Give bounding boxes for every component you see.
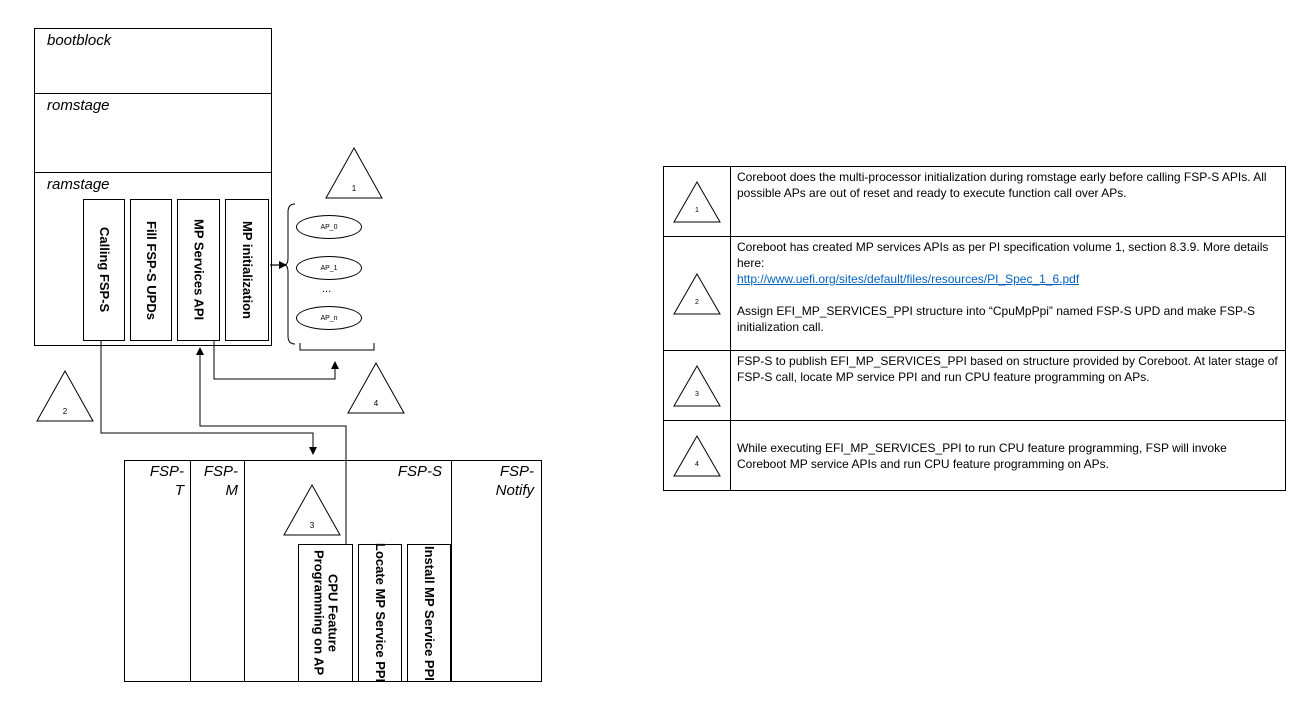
legend-text-2-spacer <box>737 287 1279 303</box>
fsp-s-label: FSP-S <box>397 463 442 480</box>
legend-icon-cell <box>664 421 731 491</box>
legend-marker-3-label: 3 <box>695 390 699 398</box>
legend-marker-3 <box>673 365 721 407</box>
legend-table <box>663 166 1286 491</box>
ap-n-label: AP_n <box>320 314 338 322</box>
marker-2-label: 2 <box>62 407 68 416</box>
legend-row-4 <box>664 421 1286 491</box>
marker-4 <box>347 362 405 414</box>
fsp-step-locate-mp-service-ppi-label: Locate MP Service PPI <box>373 543 388 683</box>
legend-icon-cell <box>664 237 731 351</box>
legend-text-3: FSP-S to publish EFI_MP_SERVICES_PPI based on structure provided by Coreboot. At later stage of FSP-S call, locate MP service PPI and run CPU feature programming on APs. <box>731 351 1286 421</box>
stage-romstage-label: romstage <box>47 97 110 114</box>
pi-spec-link[interactable]: http://www.uefi.org/sites/default/files/resources/PI_Spec_1_6.pdf <box>737 272 1080 286</box>
step-fill-fsp-s-upds-label: Fill FSP-S UPDs <box>144 220 159 320</box>
fsp-m-label: FSP- M <box>203 463 238 499</box>
legend-text-2 <box>731 237 1286 351</box>
fsp-t-label: FSP- T <box>149 463 184 499</box>
ap-0-label: AP_0 <box>320 223 338 231</box>
step-calling-fsp-s-label: Calling FSP-S <box>97 227 112 313</box>
legend-marker-4-label: 4 <box>695 460 699 468</box>
step-mp-services-api-label: MP Services API <box>191 219 207 321</box>
marker-3-label: 3 <box>309 521 315 530</box>
marker-1-label: 1 <box>351 184 357 193</box>
legend-marker-1 <box>673 181 721 223</box>
fsp-step-cpu-feature-programming-label: CPU Feature Programming on AP <box>311 550 341 676</box>
legend-marker-2 <box>673 273 721 315</box>
ap-1-label: AP_1 <box>320 264 338 272</box>
stage-bootblock-label: bootblock <box>47 32 112 49</box>
legend-row-3 <box>664 351 1286 421</box>
arrow-mp-api-to-aps <box>214 341 335 379</box>
legend-text-2-intro: Coreboot has created MP services APIs as per PI specification volume 1, section 8.3.9. More details here: <box>737 240 1269 270</box>
legend-marker-2-label: 2 <box>695 298 699 306</box>
legend-text-4: While executing EFI_MP_SERVICES_PPI to run CPU feature programming, FSP will invoke Coreboot MP service APIs and run CPU feature programming on APs. <box>731 421 1286 491</box>
stage-ramstage-label: ramstage <box>47 176 110 193</box>
legend-row-1 <box>664 167 1286 237</box>
legend-row-2 <box>664 237 1286 351</box>
ap-ellipsis: ... <box>322 283 332 295</box>
fsp-notify-label: FSP- Notify <box>495 463 534 499</box>
legend-marker-1-label: 1 <box>695 206 699 214</box>
fsp-step-install-mp-service-ppi-label: Install MP Service PPI <box>422 545 437 681</box>
legend-icon-cell <box>664 351 731 421</box>
marker-3 <box>283 484 341 536</box>
marker-4-label: 4 <box>373 399 379 408</box>
legend-icon-cell <box>664 167 731 237</box>
ap-bottom-bracket <box>300 343 374 350</box>
arrow-calling-fsp-to-fsps <box>101 341 313 454</box>
step-mp-initialization-label: MP initialization <box>240 221 255 319</box>
legend-text-2-assign: Assign EFI_MP_SERVICES_PPI structure into “CpuMpPpi” named FSP-S UPD and make FSP-S initialization call. <box>737 304 1255 334</box>
ap-brace <box>284 204 295 344</box>
legend-text-1: Coreboot does the multi-processor initialization during romstage early before calling FSP-S APIs. All possible APs are out of reset and ready to execute function call over APs. <box>731 167 1286 237</box>
marker-2 <box>36 370 94 422</box>
marker-1 <box>325 147 383 199</box>
legend-marker-4 <box>673 435 721 477</box>
